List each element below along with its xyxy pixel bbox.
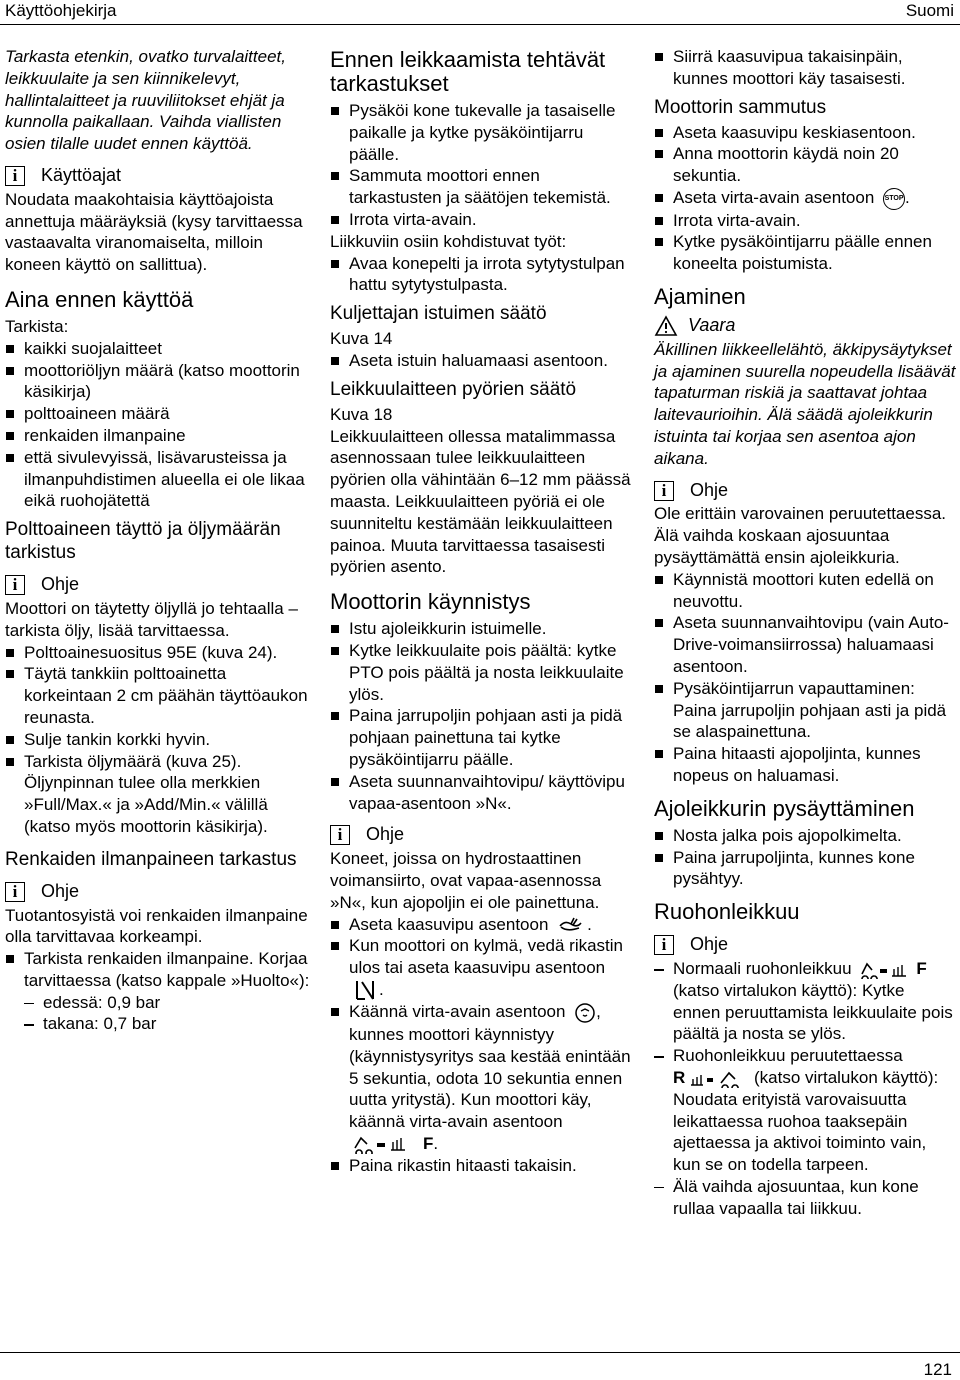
note-text: Koneet, joissa on hydrostaattinen voimansiirto, ovat vapaa-asennossa »N«, kun ajopoljin ei ole painettuna. (330, 849, 602, 912)
note-title: Ohje (690, 934, 729, 955)
info-icon: i (5, 575, 25, 595)
list-item: Paina hitaasti ajopoljinta, kunnes nopeus on haluamasi. (654, 743, 956, 787)
note-text: Tuotantosyistä voi renkaiden ilmanpaine olla tarvittavaa korkeampi. (5, 905, 308, 947)
period: . (433, 1133, 439, 1153)
header-rule (0, 24, 960, 25)
list-item: Paina rikastin hitaasti takaisin. (330, 1155, 635, 1177)
reverse-mode-letter: R (673, 1068, 686, 1087)
info-icon: i (5, 882, 25, 902)
note-mowing (654, 934, 956, 956)
period: . (587, 914, 592, 934)
check-label: Tarkista: (5, 316, 69, 336)
list-item: Käynnistä moottori kuten edellä on neuvottu. (654, 569, 956, 613)
note-operating-times (5, 165, 310, 187)
mow-normal-text: Normaali ruohonleikkuu (673, 959, 852, 979)
mowing-list (654, 958, 956, 1220)
list-item: Anna moottorin käydä noin 20 sekuntia. (654, 143, 956, 187)
intro-text: Tarkasta etenkin, ovatko turvalaitteet, leikkuulaite ja sen kiinnikelevyt, hallintalaitteet ja ruuviliitokset ehjät ja kunnolla paikallaan. Vaihda viallisten osien tilalle uudet ennen käyttöä. (5, 47, 286, 154)
language-label: Suomi (905, 1, 954, 20)
column-1 (5, 46, 310, 1035)
start-steps (330, 618, 635, 814)
heading-fuel: Polttoaineen täyttö ja öljymäärän tarkistus (5, 519, 281, 564)
mow-reverse-text: Ruohonleikkuu peruutettaessa (673, 1046, 903, 1066)
heading-tyre: Renkaiden ilmanpaineen tarkastus (5, 848, 297, 870)
list-item: Kytke pysäköintijarru päälle ennen koneelta poistumista. (654, 231, 956, 275)
mow-reverse-icon (689, 1070, 749, 1088)
start-steps-2 (330, 914, 635, 1177)
moving-steps (330, 253, 635, 297)
list-item (5, 948, 310, 1035)
list-item (654, 187, 956, 210)
list-item (654, 958, 956, 1045)
list-item (330, 914, 635, 936)
info-icon: i (654, 481, 674, 501)
list-item: Polttoainesuositus 95E (kuva 24). (5, 642, 310, 664)
moving-parts-label: Liikkuviin osiin kohdistuvat työt: (330, 231, 567, 251)
note-tyre (5, 881, 310, 903)
warning-triangle-icon (654, 315, 678, 337)
heading-before-use: Aina ennen käyttöä (5, 286, 194, 312)
halt-steps (654, 825, 956, 890)
deck-figure-ref: Kuva 18 (330, 404, 393, 424)
throttle-back-steps (654, 46, 956, 90)
tyre-step-text: Tarkista renkaiden ilmanpaine. Korjaa tarvittaessa (katso kappale »Huolto«): (24, 949, 310, 990)
list-item: Nosta jalka pois ajopolkimelta. (654, 825, 956, 847)
note-text: Moottori on täytetty öljyllä jo tehtaalla – tarkista öljy, lisää tarvittaessa. (5, 598, 298, 640)
pressure-list (24, 992, 310, 1036)
info-icon: i (330, 825, 350, 845)
seat-figure-ref: Kuva 14 (330, 329, 393, 349)
mow-normal-text-2: (katso virtalukon käyttö): Kytke ennen peruuttamista leikkuulaite pois päältä ja nosta se ylös. (673, 980, 953, 1044)
seat-steps (330, 350, 635, 372)
note-title: Ohje (41, 574, 80, 595)
note-title: Ohje (41, 880, 80, 901)
note-fuel (5, 574, 310, 596)
list-item: Irrota virta-avain. (654, 210, 956, 232)
list-item (330, 1001, 635, 1154)
pressure-front: edessä: 0,9 bar (24, 992, 310, 1014)
list-item (330, 935, 635, 1001)
list-item: Aseta kaasuvipu keskiasentoon. (654, 122, 956, 144)
note-text: Ole erittäin varovainen peruutettaessa. Älä vaihda koskaan ajosuuntaa pysäyttämättä ensin ajoleikkuria. (654, 504, 947, 568)
stop-icon (883, 188, 905, 210)
list-item: renkaiden ilmanpaine (5, 425, 310, 447)
list-item: Tarkista öljymäärä (kuva 25). Öljynpinnan tulee olla merkkien »Full/Max.« ja »Add/Min.« välillä (katso myös moottorin käsikirja). (5, 751, 310, 838)
key-step-text-2: , kunnes moottori käynnistyy (käynnistysyritys saa kestää enintään 5 sekuntia, odota 10 sekuntia ennen uutta yritystä). Kun moottori käy, käännä virta-avain asentoon (349, 1002, 631, 1132)
fuel-steps (5, 642, 310, 838)
choke-step-text: Kun moottori on kylmä, vedä rikastin ulos tai aseta kaasuvipu asentoon (349, 936, 624, 978)
info-icon: i (654, 935, 674, 955)
list-item: Sammuta moottori ennen tarkastusten ja säätöjen tekemistä. (330, 165, 635, 209)
deck-text: Leikkuulaitteen ollessa matalimmassa asennossaan tulee leikkuulaitteen pyörien olla vähintään 6–12 mm päässä maasta. Leikkuulaitteen pyöriä ei ole suunniteltu kestämään leikkuulaitteen painoa. Muuta tarvittaessa tasaisesti pyörien asento. (330, 426, 631, 577)
list-item: Älä vaihda ajosuuntaa, kun kone rullaa vapaalla tai liikkuu. (654, 1176, 956, 1220)
note-title: Ohje (690, 479, 729, 500)
period: . (905, 187, 910, 207)
period: . (379, 979, 384, 999)
heading-mowing: Ruohonleikkuu (654, 899, 800, 925)
list-item: moottoriöljyn määrä (katso moottorin käsikirja) (5, 360, 310, 404)
pressure-rear: takana: 0,7 bar (24, 1013, 310, 1035)
warning-title: Vaara (688, 314, 736, 335)
page-header (0, 0, 960, 24)
choke-icon (353, 979, 379, 1001)
list-item: Irrota virta-avain. (330, 209, 635, 231)
list-item (654, 1045, 956, 1176)
stop-icon-label: STOP (884, 194, 904, 202)
note-reverse (654, 480, 956, 502)
list-item: Kytke leikkuulaite pois päältä: kytke PTO pois päältä ja nosta leikkuulaite ylös. (330, 640, 635, 705)
rabbit-throttle-icon (557, 916, 587, 934)
info-icon: i (5, 166, 25, 186)
list-item: että sivulevyissä, lisävarusteissa ja ilmanpuhdistimen alueella ei ole likaa eikä ruohojätettä (5, 447, 310, 512)
column-2 (330, 46, 635, 1177)
list-item: kaikki suojalaitteet (5, 338, 310, 360)
list-item: Aseta suunnanvaihtovipu/ käyttövipu vapaa-asentoon »N«. (330, 771, 635, 815)
note-title: Ohje (366, 824, 405, 845)
heading-driving: Ajaminen (654, 283, 746, 309)
drive-steps (654, 569, 956, 787)
note-text: Noudata maakohtaisia käyttöajoista annettuja määräyksiä (kysy tarvittaessa vastaavalta viranomaiselta, milloin koneen käyttö on sallittua). (5, 189, 303, 275)
mow-forward-icon (860, 961, 916, 979)
page-number: 121 (923, 1360, 952, 1379)
check-list (5, 338, 310, 512)
warning-text: Äkillinen liikkeellelähtö, äkkipysäytykset ja ajaminen suurella nopeudella lisäävät tapaturman riskiä ja saattavat johtaa laitevaurioihin. Älä säädä ajoleikkurin istuinta tai korjaa sen asentoa ajon aikana. (654, 339, 956, 468)
throttle-step-text: Aseta kaasuvipu asentoon (349, 914, 549, 934)
forward-mode-letter: F (916, 959, 927, 979)
list-item: Paina jarrupoljinta, kunnes kone pysähtyy. (654, 847, 956, 891)
tyre-steps (5, 948, 310, 1035)
warning-box (654, 315, 956, 337)
manual-title: Käyttöohjekirja (5, 1, 117, 20)
list-item: Avaa konepelti ja irrota sytytystulpan hattu sytytystulpasta. (330, 253, 635, 297)
heading-stopping: Ajoleikkurin pysäyttäminen (654, 795, 915, 821)
list-item: Aseta istuin haluamaasi asentoon. (330, 350, 635, 372)
list-item: Sulje tankin korkki hyvin. (5, 729, 310, 751)
stop-steps (654, 122, 956, 275)
list-item: Pysäköintijarrun vapauttaminen: Paina jarrupoljin pohjaan asti ja pidä se alaspainettuna. (654, 678, 956, 743)
note-title: Käyttöajat (41, 164, 122, 185)
list-item: polttoaineen määrä (5, 403, 310, 425)
list-item: Siirrä kaasuvipua takaisinpäin, kunnes moottori käy tasaisesti. (654, 46, 956, 90)
stop-key-text: Aseta virta-avain asentoon (673, 187, 875, 207)
key-step-text: Käännä virta-avain asentoon (349, 1002, 566, 1022)
list-item: Pysäköi kone tukevalle ja tasaiselle paikalle ja kytke pysäköintijarru päälle. (330, 100, 635, 165)
heading-engine-stop: Moottorin sammutus (654, 96, 827, 118)
list-item: Aseta suunnanvaihtovipu (vain Auto-Drive-voimansiirrossa) haluamaasi asentoon. (654, 612, 956, 677)
mow-forward-icon (353, 1134, 423, 1154)
heading-pre-checks: Ennen leikkaamista tehtävät tarkastukset (330, 47, 606, 96)
footer-rule (0, 1352, 960, 1353)
pre-check-steps (330, 100, 635, 231)
engine-start-icon (574, 1002, 596, 1024)
heading-deck-wheels: Leikkuulaitteen pyörien säätö (330, 378, 577, 400)
heading-seat: Kuljettajan istuimen säätö (330, 303, 547, 325)
mow-reverse-text-2: (katso virtalukon käyttö): Noudata erityistä varovaisuutta leikattaessa ruohoa taaksepäin ajettaessa ja aktivoi toiminto vain, kun se on todella tarpeen. (673, 1068, 939, 1175)
column-3 (654, 46, 956, 1220)
list-item: Täytä tankkiin polttoainetta korkeintaan 2 cm päähän täyttöaukon reunasta. (5, 663, 310, 728)
heading-engine-start: Moottorin käynnistys (330, 589, 531, 615)
list-item: Istu ajoleikkurin istuimelle. (330, 618, 635, 640)
list-item: Paina jarrupoljin pohjaan asti ja pidä pohjaan painettuna tai kytke pysäköintijarru päälle. (330, 705, 635, 770)
forward-mode-letter: F (423, 1133, 434, 1153)
note-hydrostatic (330, 824, 635, 846)
